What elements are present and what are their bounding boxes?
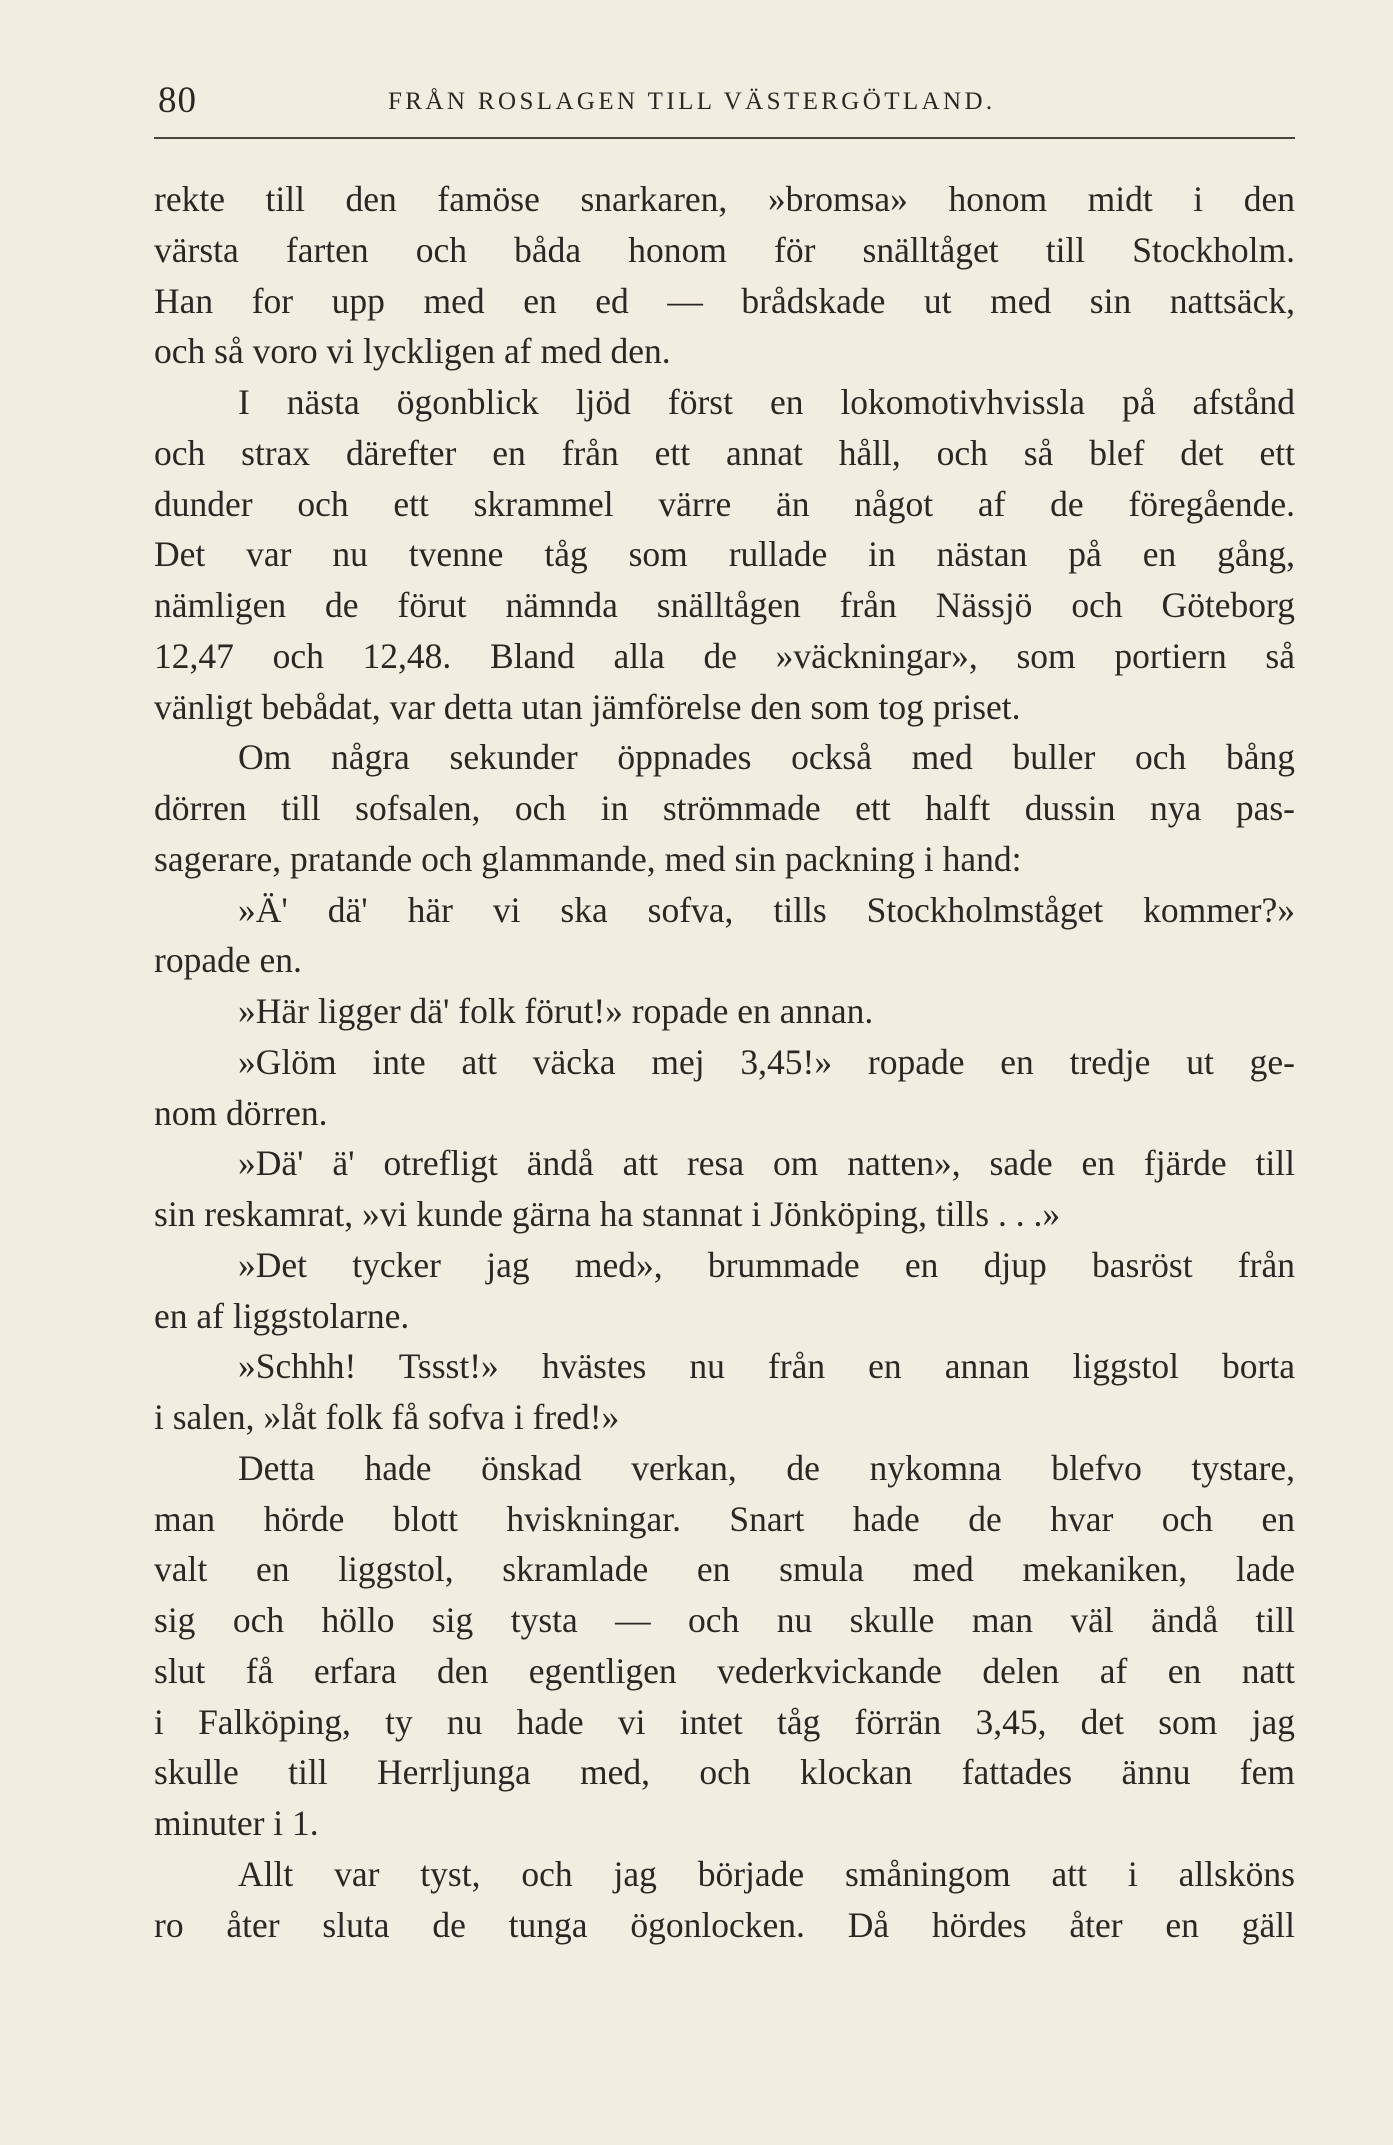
running-title: FRÅN ROSLAGEN TILL VÄSTERGÖTLAND. [388, 88, 996, 115]
text-line: 12,47 och 12,48. Bland alla de »väckningar», som portiern så [154, 635, 1295, 676]
page-number: 80 [158, 80, 197, 121]
text-line: »Schhh! Tssst!» hvästes nu från en annan liggstol borta [238, 1346, 1295, 1387]
text-line: nom dörren. [154, 1092, 328, 1133]
text-line: »Här ligger dä' folk förut!» ropade en annan. [238, 991, 874, 1031]
text-line: »Det tycker jag med», brummade en djup basröst från [238, 1244, 1295, 1285]
header-rule [154, 137, 1295, 139]
text-line: valt en liggstol, skramlade en smula med mekaniken, lade [154, 1549, 1295, 1590]
text-line: slut få erfara den egentligen vederkvickande delen af en natt [154, 1650, 1295, 1691]
text-line: minuter i 1. [154, 1803, 319, 1843]
text-line: nämligen de förut nämnda snälltågen från Nässjö och Göteborg [154, 585, 1295, 625]
text-line: i Falköping, ty nu hade vi intet tåg förrän 3,45, det som jag [154, 1701, 1295, 1742]
text-line: »Glöm inte att väcka mej 3,45!» ropade en tredje ut ge- [238, 1041, 1295, 1082]
text-line: i salen, »låt folk få sofva i fred!» [154, 1397, 620, 1437]
text-line: sin reskamrat, »vi kunde gärna ha stannat i Jönköping, tills . . .» [154, 1194, 1061, 1234]
text-line: I nästa ögonblick ljöd först en lokomotivhvissla på afstånd [238, 382, 1295, 422]
text-line: dörren till sofsalen, och in strömmade ett halft dussin nya pas- [154, 788, 1295, 828]
text-line: vänligt bebådat, var detta utan jämförelse den som tog priset. [154, 686, 1021, 727]
text-line: Detta hade önskad verkan, de nykomna blefvo tystare, [238, 1447, 1295, 1488]
text-line: Allt var tyst, och jag började småningom att i allsköns [238, 1853, 1295, 1894]
text-line: och strax därefter en från ett annat håll, och så blef det ett [154, 432, 1295, 473]
text-line: skulle till Herrljunga med, och klockan fattades ännu fem [154, 1752, 1295, 1793]
text-line: »Ä' dä' här vi ska sofva, tills Stockholmståget kommer?» [238, 889, 1295, 930]
text-line: ropade en. [154, 940, 302, 981]
text-line: »Dä' ä' otrefligt ändå att resa om natten», sade en fjärde till [238, 1143, 1295, 1184]
text-line: Han for upp med en ed — brådskade ut med sin nattsäck, [154, 280, 1295, 321]
text-line: Det var nu tvenne tåg som rullade in nästan på en gång, [154, 534, 1295, 575]
text-line: en af liggstolarne. [154, 1295, 410, 1336]
body-text [154, 174, 1295, 1950]
page-header [158, 76, 1296, 126]
text-line: sagerare, pratande och glammande, med sin packning i hand: [154, 838, 1022, 879]
text-line: man hörde blott hviskningar. Snart hade de hvar och en [154, 1498, 1295, 1539]
text-line: och så voro vi lyckligen af med den. [154, 331, 671, 372]
text-line: rekte till den famöse snarkaren, »bromsa» honom midt i den [154, 179, 1295, 219]
text-line: värsta farten och båda honom för snälltåget till Stockholm. [154, 229, 1295, 270]
text-line: sig och höllo sig tysta — och nu skulle man väl ändå till [154, 1600, 1295, 1640]
text-line: dunder och ett skrammel värre än något af de föregående. [154, 483, 1295, 524]
text-line: Om några sekunder öppnades också med buller och bång [238, 737, 1295, 778]
text-line: ro åter sluta de tunga ögonlocken. Då hördes åter en gäll [154, 1904, 1295, 1945]
